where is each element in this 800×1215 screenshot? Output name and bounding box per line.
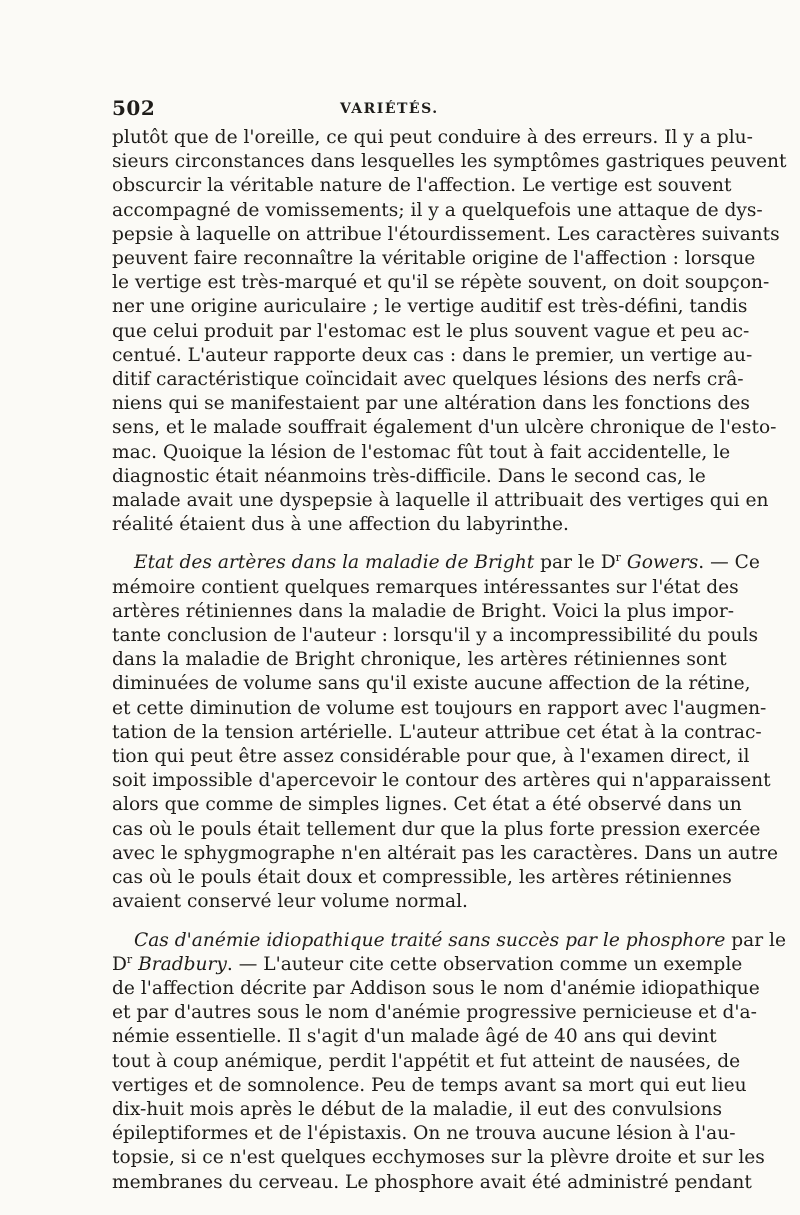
text-line: artères rétiniennes dans la maladie de Bright. Voici la plus impor-: [112, 600, 734, 622]
text-line: malade avait une dyspepsie à laquelle il attribuait des vertiges qui en: [112, 490, 769, 512]
document-page: [112, 96, 787, 1195]
text-line: ner une origine auriculaire ; le vertige auditif est très-défini, tandis: [112, 296, 748, 318]
text-line: mac. Quoique la lésion de l'estomac fût tout à fait accidentelle, le: [112, 441, 731, 463]
article-title: Etat des artères dans la maladie de Bright: [134, 552, 535, 574]
text-line: et par d'autres sous le nom d'anémie progressive pernicieuse et d'a-: [112, 1002, 757, 1024]
text-line: épileptiformes et de l'épistaxis. On ne trouva aucune lésion à l'au-: [112, 1123, 736, 1145]
title-connector: par le D: [534, 552, 616, 574]
text-line: et cette diminution de volume est toujours en rapport avec l'augmen-: [112, 697, 767, 719]
text-line: diminuées de volume sans qu'il existe aucune affection de la rétine,: [112, 673, 751, 695]
text-line: tation de la tension artérielle. L'auteur attribue cet état à la contrac-: [112, 721, 762, 743]
text-line: de l'affection décrite par Addison sous le nom d'anémie idiopathique: [112, 977, 760, 999]
author-title-sup: r: [126, 952, 133, 966]
text-line: sieurs circonstances dans lesquelles les symptômes gastriques peuvent: [112, 151, 787, 173]
text-line: pepsie à laquelle on attribue l'étourdissement. Les caractères suivants: [112, 223, 780, 245]
text-line: peuvent faire reconnaître la véritable origine de l'affection : lorsque: [112, 248, 756, 270]
author-title-sup: r: [615, 551, 621, 565]
text-line: niens qui se manifestaient par une altération dans les fonctions des: [112, 393, 750, 415]
text-line: némie essentielle. Il s'agit d'un malade âgé de 40 ans qui devint: [112, 1026, 717, 1048]
title-connector: par le: [725, 929, 787, 951]
text-line: alors que comme de simples lignes. Cet état a été observé dans un: [112, 794, 742, 816]
text-line: tante conclusion de l'auteur : lorsqu'il y a incompressibilité du pouls: [112, 625, 759, 647]
paragraph-bright: [112, 551, 779, 914]
text-line: cas où le pouls était doux et compressible, les artères rétiniennes: [112, 867, 732, 889]
text-line: cas où le pouls était tellement dur que la plus forte pression exercée: [112, 818, 761, 840]
paragraph-anemie: [112, 929, 787, 1195]
running-title: VARIÉTÉS.: [340, 101, 439, 117]
text-line: soit impossible d'apercevoir le contour des artères qui n'apparaissent: [112, 770, 771, 792]
author-name: Bradbury: [138, 953, 227, 975]
text-line: vertiges et de somnolence. Peu de temps avant sa mort qui eut lieu: [112, 1074, 747, 1096]
text-line: mémoire contient quelques remarques intéressantes sur l'état des: [112, 576, 739, 598]
page-header: [112, 96, 689, 126]
text-line: avaient conservé leur volume normal.: [112, 891, 468, 913]
text-line: accompagné de vomissements; il y a quelquefois une attaque de dys-: [112, 199, 763, 221]
text-line: plutôt que de l'oreille, ce qui peut conduire à des erreurs. Il y a plu-: [112, 127, 753, 148]
text-line: topsie, si ce n'est quelques ecchymoses sur la plèvre droite et sur les: [112, 1147, 765, 1169]
text-line: ditif caractéristique coïncidait avec quelques lésions des nerfs crâ-: [112, 369, 744, 391]
page-number: 502: [112, 96, 156, 120]
text-line: dans la maladie de Bright chronique, les artères rétiniennes sont: [112, 649, 727, 671]
author-line: [112, 952, 743, 977]
text-line: que celui produit par l'estomac est le plus souvent vague et peu ac-: [112, 320, 750, 342]
paragraph-heading-line: [112, 551, 760, 575]
text-line: le vertige est très-marqué et qu'il se répète souvent, on doit soupçon-: [112, 272, 770, 294]
heading-line-rest: . — Ce: [698, 552, 760, 574]
author-name: Gowers: [626, 552, 699, 574]
text-line: centué. L'auteur rapporte deux cas : dans le premier, un vertige au-: [112, 344, 753, 366]
paragraph-vertige: [112, 126, 787, 537]
text-line: membranes du cerveau. Le phosphore avait été administré pendant: [112, 1171, 752, 1193]
author-line-rest: . — L'auteur cite cette observation comme un exemple: [226, 953, 743, 975]
paragraph-heading-line: [112, 929, 787, 953]
text-line: tion qui peut être assez considérable pour que, à l'examen direct, il: [112, 746, 750, 768]
text-line: avec le sphygmographe n'en altérait pas les caractères. Dans un autre: [112, 842, 779, 864]
text-line: réalité étaient dus à une affection du labyrinthe.: [112, 514, 569, 536]
text-line: sens, et le malade souffrait également d'un ulcère chronique de l'esto-: [112, 417, 777, 439]
text-line: dix-huit mois après le début de la maladie, il eut des convulsions: [112, 1098, 723, 1120]
text-line: tout à coup anémique, perdit l'appétit et fut atteint de nausées, de: [112, 1050, 741, 1072]
text-line: diagnostic était néanmoins très-difficile. Dans le second cas, le: [112, 465, 706, 487]
text-line: obscurcir la véritable nature de l'affection. Le vertige est souvent: [112, 175, 732, 197]
article-title: Cas d'anémie idiopathique traité sans succès par le phosphore: [134, 929, 726, 951]
author-prefix: D: [112, 953, 127, 975]
